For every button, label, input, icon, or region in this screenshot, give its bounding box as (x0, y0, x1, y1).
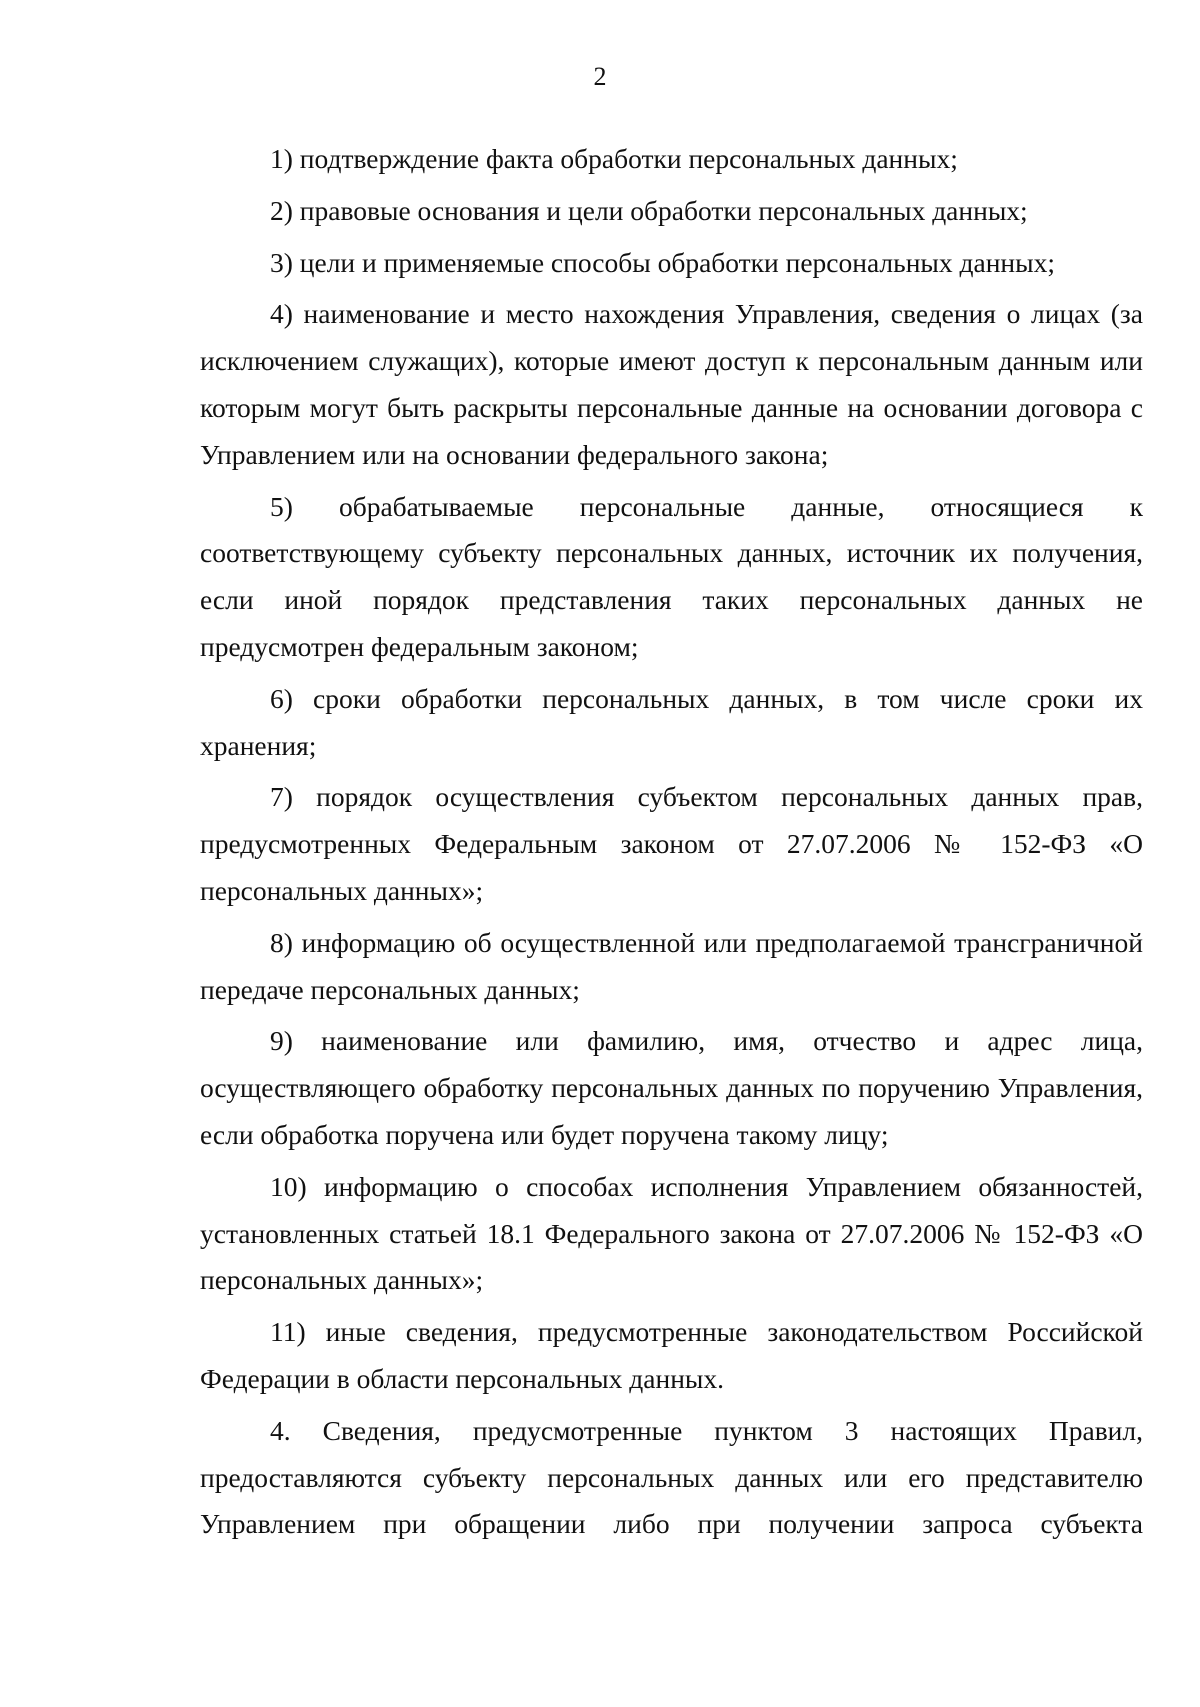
section-4-paragraph: 4. Сведения, предусмотренные пунктом 3 настоящих Правил, предоставляются субъекту персональных данных или его представителю Управлением при обращении либо при получении запроса субъекта (200, 1414, 1143, 1540)
list-item-4: 4) наименование и место нахождения Управления, сведения о лицах (за исключением служащих), которые имеют доступ к персональным данным или которым могут быть раскрыты персональные данные на основании договора с Управлением или на основании федерального закона; (200, 298, 1143, 470)
list-item-7: 7) порядок осуществления субъектом персональных данных прав, предусмотренных Федеральным законом от 27.07.2006 № 152-ФЗ «О персональных данных»; (200, 781, 1143, 906)
list-item-6: 6) сроки обработки персональных данных, в том числе сроки их хранения; (200, 682, 1143, 761)
list-item-2: 2) правовые основания и цели обработки персональных данных; (270, 194, 1028, 226)
document-body (200, 136, 1143, 1553)
page-number: 2 (593, 62, 607, 91)
list-item-10: 10) информацию о способах исполнения Управлением обязанностей, установленных статьей 18.1 Федерального закона от 27.07.2006 № 152-ФЗ «О персональных данных»; (200, 1170, 1143, 1296)
list-item-11: 11) иные сведения, предусмотренные законодательством Российской Федерации в области персональных данных. (200, 1316, 1143, 1394)
list-item-9: 9) наименование или фамилию, имя, отчество и адрес лица, осуществляющего обработку персональных данных по поручению Управления, если обработка поручена или будет поручена такому лицу; (200, 1025, 1143, 1150)
list-item-8: 8) информацию об осуществленной или предполагаемой трансграничной передаче персональных данных; (200, 926, 1143, 1005)
list-item-1: 1) подтверждение факта обработки персональных данных; (270, 143, 958, 174)
list-item-3: 3) цели и применяемые способы обработки персональных данных; (270, 246, 1056, 278)
list-item-5: 5) обрабатываемые персональные данные, относящиеся к соответствующему субъекту персональных данных, источник их получения, если иной порядок представления таких персональных данных не предусмотрен федеральным законом; (200, 490, 1143, 662)
